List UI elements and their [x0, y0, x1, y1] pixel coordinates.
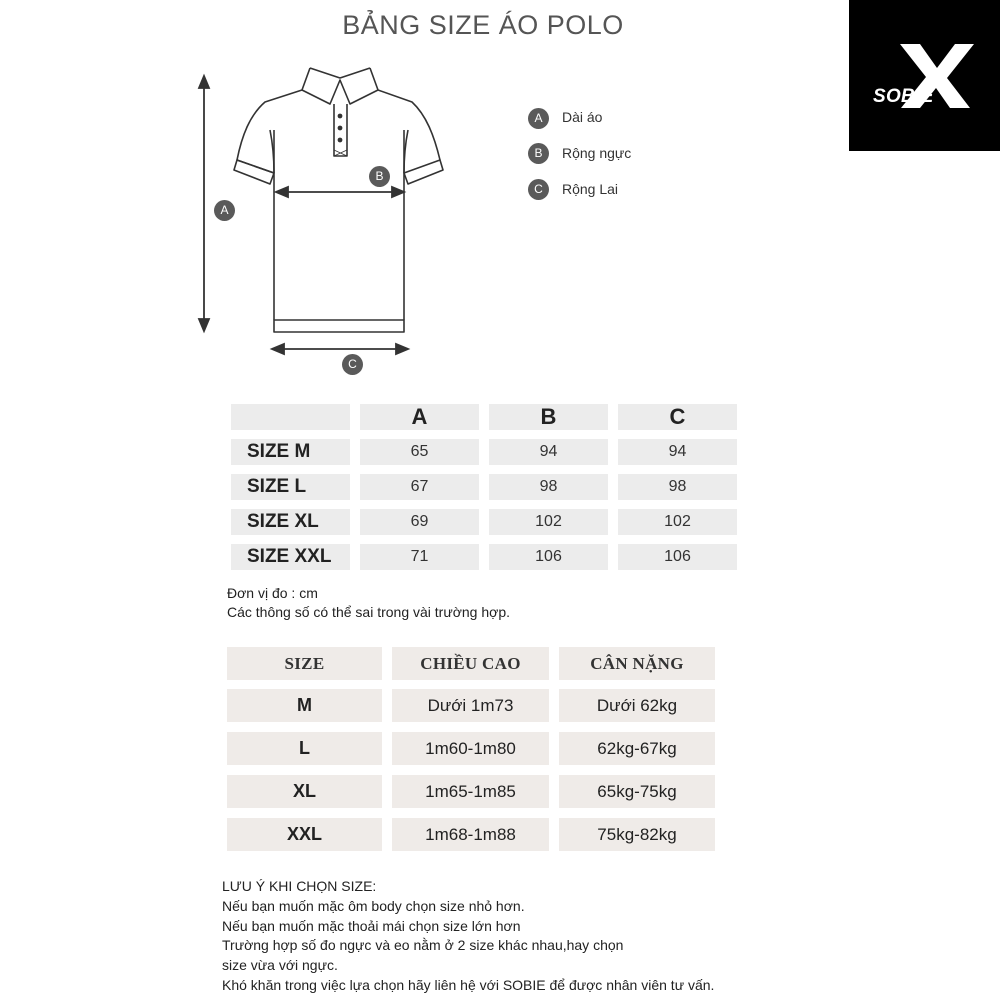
measure-cell-b: 102 — [489, 509, 608, 535]
fit-row-size: M — [227, 689, 382, 722]
legend-c-badge: C — [528, 179, 549, 200]
fit-header-size: SIZE — [227, 647, 382, 680]
measure-header-blank — [231, 404, 350, 430]
notes-line: Nếu bạn muốn mặc ôm body chọn size nhỏ hơn. — [222, 897, 525, 914]
unit-note: Đơn vị đo : cm — [227, 585, 318, 601]
measure-cell-a: 69 — [360, 509, 479, 535]
measure-row-size: SIZE XXL — [231, 544, 350, 570]
measure-cell-b: 98 — [489, 474, 608, 500]
measure-cell-b: 94 — [489, 439, 608, 465]
measure-cell-c: 106 — [618, 544, 737, 570]
measure-cell-a: 65 — [360, 439, 479, 465]
fit-row-weight: 75kg-82kg — [559, 818, 715, 851]
measure-cell-c: 94 — [618, 439, 737, 465]
marker-a-badge: A — [214, 200, 235, 221]
measure-header-a: A — [360, 404, 479, 430]
legend-a-badge: A — [528, 108, 549, 129]
size-notes — [222, 877, 714, 996]
measure-cell-b: 106 — [489, 544, 608, 570]
fit-row-size: XXL — [227, 818, 382, 851]
measure-row-size: SIZE XL — [231, 509, 350, 535]
legend-a-label: Dài áo — [562, 109, 603, 125]
measure-cell-a: 71 — [360, 544, 479, 570]
fit-row-height: Dưới 1m73 — [392, 689, 549, 722]
measure-header-c: C — [618, 404, 737, 430]
legend-b-badge: B — [528, 143, 549, 164]
fit-row-weight: Dưới 62kg — [559, 689, 715, 722]
shirt-outline-icon — [190, 60, 450, 380]
fit-header-height: CHIỀU CAO — [392, 647, 549, 680]
page-title: BẢNG SIZE ÁO POLO — [342, 10, 624, 40]
measure-cell-a: 67 — [360, 474, 479, 500]
fit-row-height: 1m65-1m85 — [392, 775, 549, 808]
brand-name: SOBIE — [873, 86, 934, 107]
fit-row-size: XL — [227, 775, 382, 808]
notes-line: Trường hợp số đo ngực và eo nằm ở 2 size khác nhau,hay chọn — [222, 937, 624, 954]
fit-header-weight: CÂN NẶNG — [559, 647, 715, 680]
measure-row-size: SIZE M — [231, 439, 350, 465]
measure-row-size: SIZE L — [231, 474, 350, 500]
legend-c-label: Rộng Lai — [562, 181, 619, 197]
fit-row-height: 1m68-1m88 — [392, 818, 549, 851]
measure-cell-c: 98 — [618, 474, 737, 500]
measure-header-b: B — [489, 404, 608, 430]
disclaimer-note: Các thông số có thể sai trong vài trường hợp. — [227, 604, 510, 620]
marker-c-badge: C — [342, 354, 363, 375]
notes-line: Khó khăn trong việc lựa chọn hãy liên hệ với SOBIE để được nhân viên tư vấn. — [222, 976, 715, 993]
fit-row-weight: 65kg-75kg — [559, 775, 715, 808]
fit-row-weight: 62kg-67kg — [559, 732, 715, 765]
marker-b-badge: B — [369, 166, 390, 187]
fit-row-height: 1m60-1m80 — [392, 732, 549, 765]
notes-line: Nếu bạn muốn mặc thoải mái chọn size lớn hơn — [222, 917, 521, 934]
notes-line: size vừa với ngực. — [222, 957, 338, 974]
notes-heading: LƯU Ý KHI CHỌN SIZE: — [222, 878, 377, 894]
legend-b-label: Rộng ngực — [562, 145, 632, 161]
fit-row-size: L — [227, 732, 382, 765]
measure-cell-c: 102 — [618, 509, 737, 535]
